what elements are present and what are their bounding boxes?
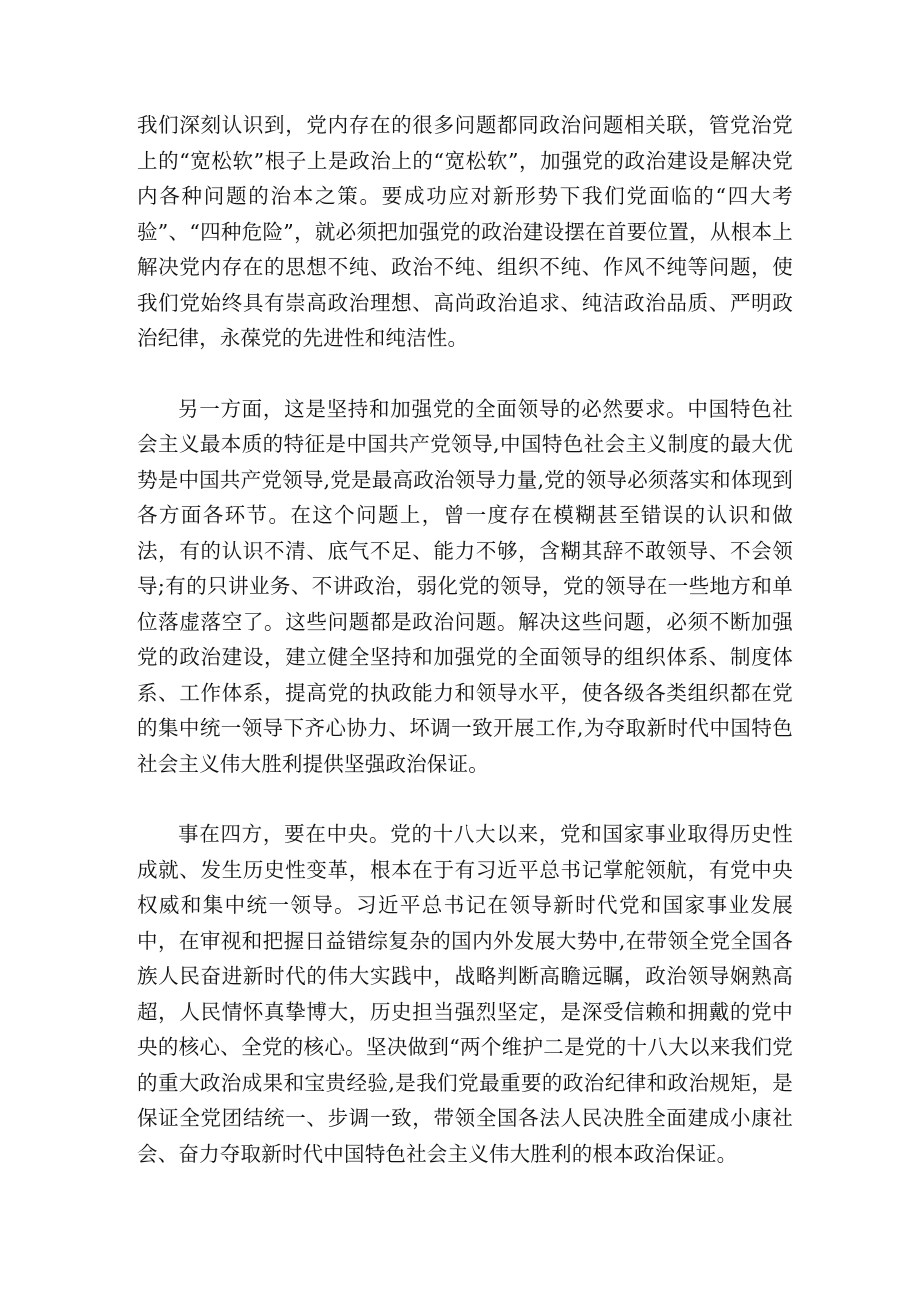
paragraph-2: 另一方面，这是坚持和加强党的全面领导的必然要求。中国特色社会主义最本质的特征是中国共产党领导,中国特色社会主义制度的最大优势是中国共产党领导,党是最高政治领导力量,党的领导必须落实和体现到各方面各环节。在这个问题上，曾一度存在模糊甚至错误的认识和做法，有的认识不清、底气不足、能力不够，含糊其辞不敢领导、不会领导;有的只讲业务、不讲政治，弱化党的领导，党的领导在一些地方和单位落虚落空了。这些问题都是政治问题。解决这些问题，必须不断加强党的政治建设，建立健全坚持和加强党的全面领导的组织体系、制度体系、工作体系，提高党的执政能力和领导水平，使各级各类组织都在党的集中统一领导下齐心协力、坏调一致开展工作,为夺取新时代中国特色社会主义伟大胜利提供坚强政治保证。 xyxy=(137,396,793,776)
paragraph-1: 我们深刻认识到，党内存在的很多问题都同政治问题相关联，管党治党上的“宽松软”根子上是政治上的“宽松软”，加强党的政治建设是解决党内各种问题的治本之策。要成功应对新形势下我们党面临的“四大考验”、“四种危险”，就必须把加强党的政治建设摆在首要位置，从根本上解决党内存在的思想不纯、政治不纯、组织不纯、作风不纯等问题，使我们党始终具有崇高政治理想、高尚政治追求、纯洁政治品质、严明政治纪律，永葆党的先进性和纯洁性。 xyxy=(137,113,793,350)
document-page xyxy=(137,108,793,1172)
paragraph-3: 事在四方，要在中央。党的十八大以来，党和国家事业取得历史性成就、发生历史性变革，根本在于有习近平总书记掌舵领航，有党中央权威和集中统一领导。习近平总书记在领导新时代党和国家事业发展中，在审视和把握日益错综复杂的国内外发展大势中,在带领全党全国各族人民奋进新时代的伟大实践中，战略判断高瞻远瞩，政治领导娴熟高超，人民情怀真挚博大，历史担当强烈坚定，是深受信赖和拥戴的党中央的核心、全党的核心。坚决做到“两个维护二是党的十八大以来我们党的重大政治成果和宝贵经验,是我们党最重要的政治纪律和政治规矩，是保证全党团结统一、步调一致，带领全国各法人民决胜全面建成小康社会、奋力夺取新时代中国特色社会主义伟大胜利的根本政治保证。 xyxy=(137,822,793,1166)
